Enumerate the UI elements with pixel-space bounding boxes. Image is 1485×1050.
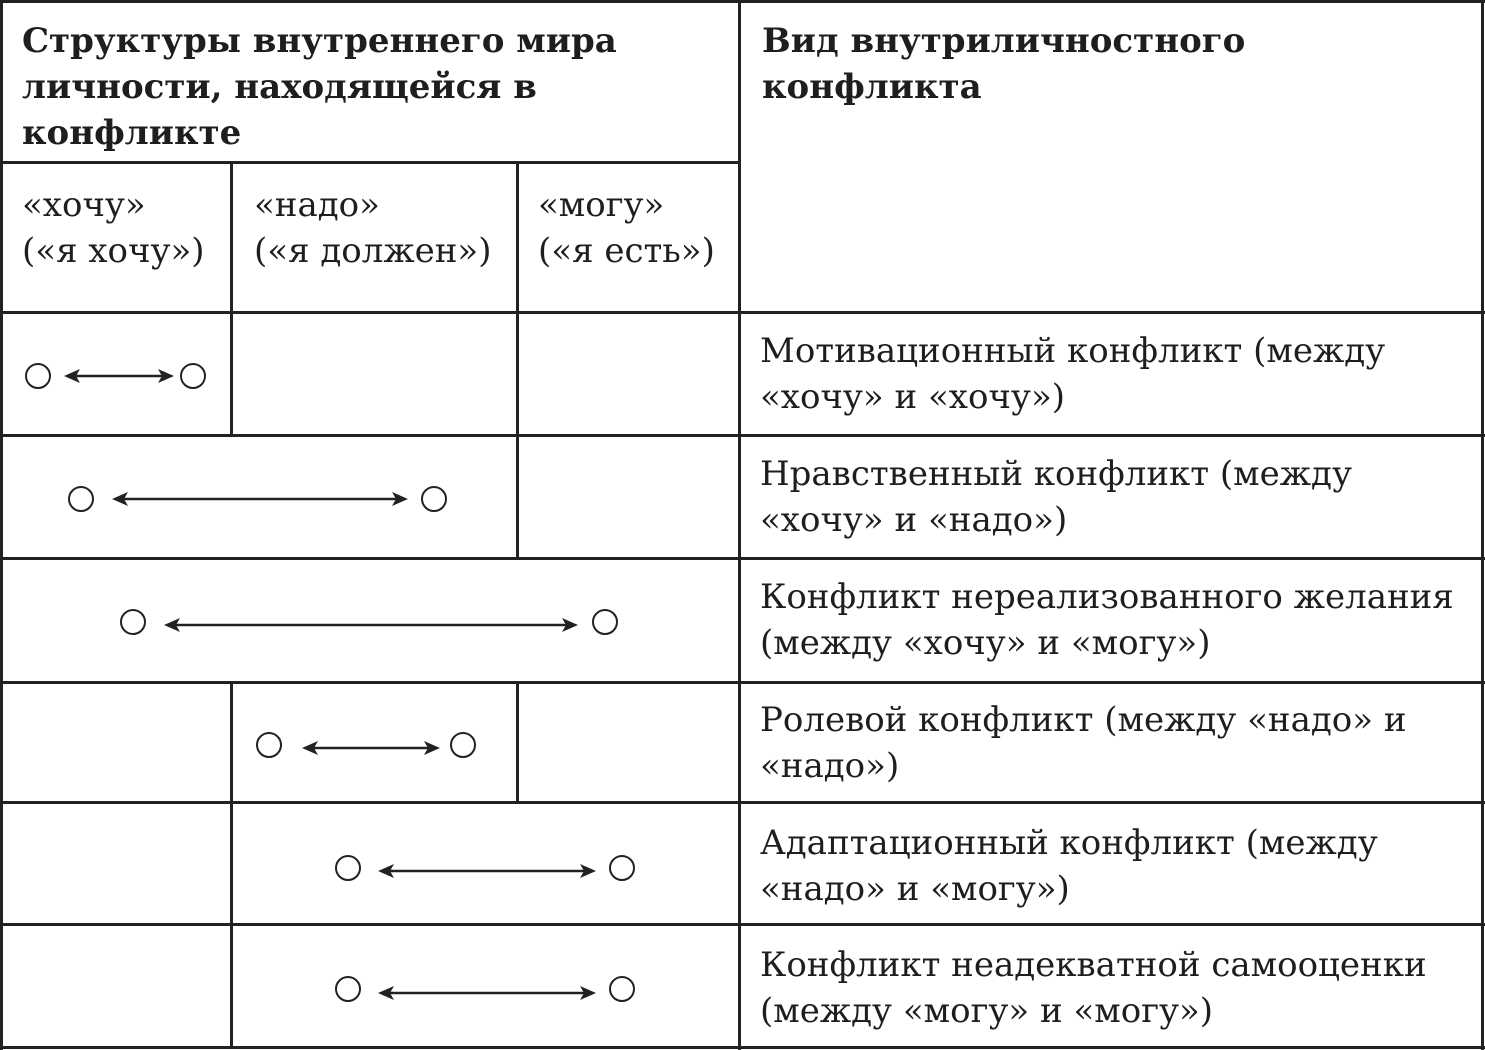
row6-col1-divider <box>230 925 233 1048</box>
node-circle-icon <box>68 486 94 512</box>
row1-col1-divider <box>230 313 233 436</box>
header-structures: Структуры внутреннего мира личности, находящейся в конфликте <box>22 21 617 153</box>
divider-header-sub <box>0 161 740 164</box>
row-label: Конфликт неадекватной самооценки (между «могу» и «могу») <box>760 945 1427 1031</box>
divider-col2 <box>516 162 519 313</box>
table-border-left <box>0 0 3 1050</box>
node-circle-icon <box>592 609 618 635</box>
row-label: Конфликт нереализованного желания (между «хочу» и «могу») <box>760 577 1454 663</box>
divider-row2 <box>0 557 1485 560</box>
node-circle-icon <box>609 976 635 1002</box>
double-arrow-icon <box>378 861 596 881</box>
node-circle-icon <box>180 363 206 389</box>
table-border-bottom <box>0 1046 1485 1049</box>
node-circle-icon <box>335 976 361 1002</box>
row4-col1-divider <box>230 683 233 803</box>
row-label: Мотивационный конфликт (между «хочу» и «хочу») <box>760 331 1386 417</box>
node-circle-icon <box>120 609 146 635</box>
double-arrow-icon <box>112 489 408 509</box>
node-circle-icon <box>335 855 361 881</box>
col-want-sub: («я хочу») <box>22 231 205 271</box>
row4-col2-divider <box>516 683 519 803</box>
row1-col2-divider <box>516 313 519 436</box>
double-arrow-icon <box>64 366 174 386</box>
table-border-top <box>0 0 1485 3</box>
header-conflict-type: Вид внутриличностного конфликта <box>762 21 1246 107</box>
node-circle-icon <box>609 855 635 881</box>
divider-row5 <box>0 923 1485 926</box>
double-arrow-icon <box>302 738 440 758</box>
row5-col1-divider <box>230 803 233 925</box>
row-label: Адаптационный конфликт (между «надо» и «могу») <box>760 823 1378 909</box>
divider-row4 <box>0 801 1485 804</box>
double-arrow-icon <box>378 983 596 1003</box>
node-circle-icon <box>421 486 447 512</box>
col-want-key: «хочу» <box>22 185 146 225</box>
node-circle-icon <box>25 363 51 389</box>
node-circle-icon <box>256 732 282 758</box>
double-arrow-icon <box>164 615 578 635</box>
divider-header-bottom <box>0 311 1485 314</box>
divider-row3 <box>0 681 1485 684</box>
row-label: Нравственный конфликт (между «хочу» и «надо») <box>760 454 1352 540</box>
table-border-right <box>1481 0 1484 1050</box>
divider-col1 <box>230 162 233 313</box>
node-circle-icon <box>450 732 476 758</box>
row2-col2-divider <box>516 436 519 559</box>
col-can-key: «могу» <box>538 185 665 225</box>
col-must-key: «надо» <box>254 185 380 225</box>
row-label: Ролевой конфликт (между «надо» и «надо») <box>760 700 1407 786</box>
divider-main <box>738 0 741 1050</box>
divider-row1 <box>0 434 1485 437</box>
col-can-sub: («я есть») <box>538 231 715 271</box>
col-must-sub: («я должен») <box>254 231 492 271</box>
